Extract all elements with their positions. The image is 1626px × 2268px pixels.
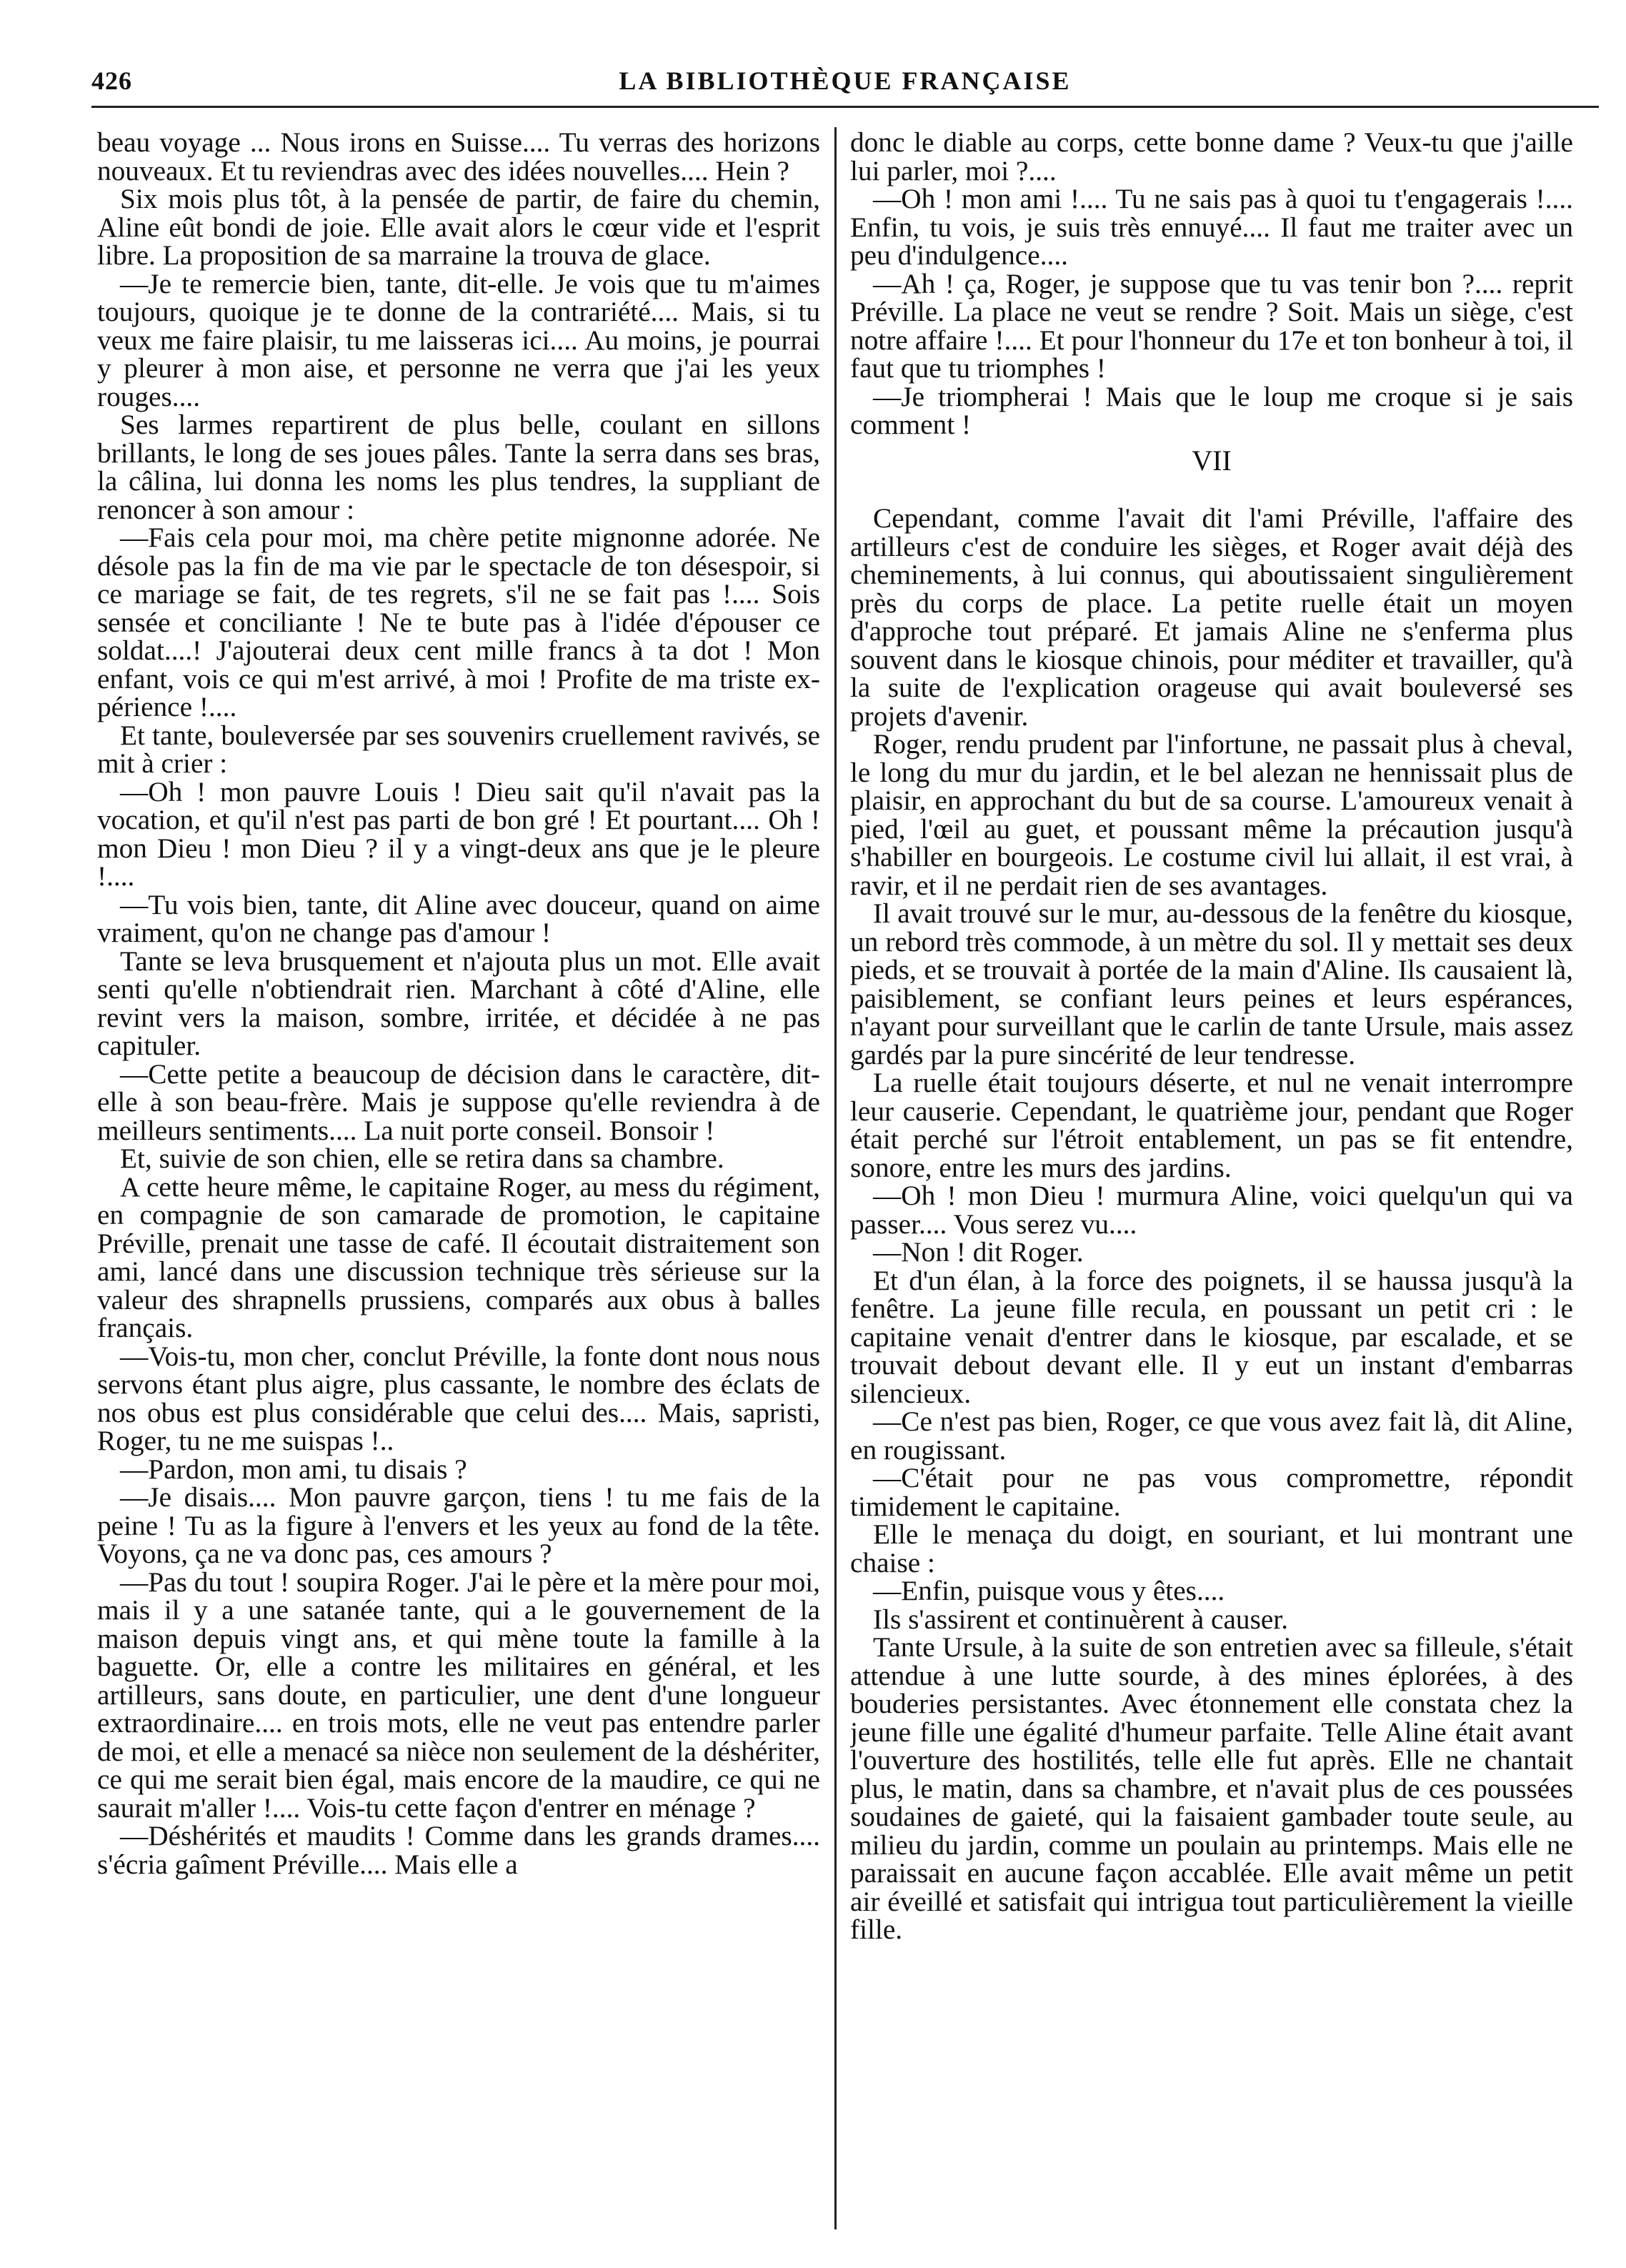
- paragraph: A cette heure même, le capitaine Roger, au mess du régiment, en compagnie de son camarade de promotion, le capitaine Préville, prenait une tasse de café. Il écoutait distraitement son ami, lancé dans une discussion technique très sérieuse sur la valeur des shrapnells prussiens, comparés aux obus à balles français.: [97, 1170, 820, 1343]
- section-heading: VII: [1192, 444, 1232, 477]
- paragraph: La ruelle était toujours déserte, et nul ne venait interrompre leur causerie. Cependant, le quatrième jour, pendant que Roger était perché sur l'étroit entablement, un pas se fit entendre, sonore, entre les murs des jardins.: [850, 1067, 1573, 1183]
- paragraph: —Non ! dit Roger.: [873, 1236, 1084, 1268]
- paragraph: —Enfin, puisque vous y êtes....: [873, 1575, 1225, 1606]
- paragraph: —Vois-tu, mon cher, conclut Préville, la fonte dont nous nous servons étant plus aigre, plus cassante, le nombre des éclats de nos obus est plus considérable que celui des.... Mais, sapristi, Roger, tu ne me suispas !..: [97, 1340, 820, 1456]
- paragraph: —Cette petite a beaucoup de décision dans le caractère, dit-elle à son beau-frère. Mais je suppose qu'elle reviendra à de meilleurs sentiments.... La nuit porte conseil. Bonsoir !: [97, 1058, 820, 1146]
- paragraph: —Fais cela pour moi, ma chère petite mignonne adorée. Ne désole pas la fin de ma vie par le spectacle de ton désespoir, si ce mariage se fait, de tes regrets, s'il ne se fait pas !.... Sois sensée et conciliante ! Ne te bute pas à l'idée d'épouser ce soldat....! J'ajouterai deux cent mille francs à ta dot ! Mon enfant, vois ce qui m'est arrivé, à moi ! Profite de ma triste ex-périence !....: [97, 522, 820, 722]
- paragraph: Et tante, bouleversée par ses souvenirs cruellement ravivés, se mit à crier :: [97, 719, 820, 779]
- paragraph: Ils s'assirent et continuèrent à causer.: [873, 1603, 1289, 1635]
- paragraph: Roger, rendu prudent par l'infortune, ne passait plus à cheval, le long du mur du jardin, et le bel alezan ne hennissait plus de plaisir, en approchant du but de sa course. L'amoureux venait à pied, l'œil au guet, et poussant même la précaution jusqu'à s'habiller en bourgeois. Le costume civil lui allait, il est vrai, à ravir, et il ne perdait rien de ses avantages.: [850, 728, 1573, 901]
- paragraph: Et, suivie de son chien, elle se retira dans sa chambre.: [120, 1143, 724, 1174]
- paragraph: —Oh ! mon pauvre Louis ! Dieu sait qu'il n'avait pas la vocation, et qu'il n'est pas parti de bon gré ! Et pourtant.... Oh ! mon Dieu ! mon Dieu ? il y a vingt-deux ans que je le pleure !....: [97, 775, 820, 892]
- header-rule: [91, 106, 1599, 108]
- paragraph: —Je disais.... Mon pauvre garçon, tiens ! tu me fais de la peine ! Tu as la figure à l'envers et les yeux au fond de la tête. Voyons, ça ne va donc pas, ces amours ?: [97, 1481, 820, 1569]
- paragraph: —Je triompherai ! Mais que le loup me croque si je sais comment !: [850, 380, 1573, 440]
- column-divider: [834, 127, 837, 2229]
- paragraph: Cependant, comme l'avait dit l'ami Préville, l'affaire des artilleurs c'est de conduire les sièges, et Roger avait déjà des cheminements, à lui connus, qui aboutissaient singulièrement près du corps de place. La petite ruelle était un moyen d'approche tout préparé. Et jamais Aline ne s'enferma plus souvent dans le kiosque chinois, pour méditer et travailler, qu'à la suite de l'explication orageuse qui avait bouleversé ses projets d'avenir.: [850, 502, 1573, 732]
- paragraph: Il avait trouvé sur le mur, au-dessous de la fenêtre du kiosque, un rebord très commode, à un mètre du sol. Il y mettait ses deux pieds, et se trouvait à portée de la main d'Aline. Ils causaient là, paisiblement, se confiant leurs peines et leurs espérances, n'ayant pour surveillant que le carlin de tante Ursule, mais assez gardés par la pure sincérité de leur tendresse.: [850, 897, 1573, 1070]
- page-header: [91, 66, 1599, 101]
- paragraph: beau voyage ... Nous irons en Suisse.... Tu verras des horizons nouveaux. Et tu reviendras avec des idées nouvelles.... Hein ?: [97, 129, 820, 186]
- paragraph: Ses larmes repartirent de plus belle, coulant en sillons brillants, le long de ses joues pâles. Tante la serra dans ses bras, la câlina, lui donna les noms les plus tendres, la suppliant de renoncer à son amour :: [97, 409, 820, 525]
- paragraph: —C'était pour ne pas vous compromettre, répondit timidement le capitaine.: [850, 1462, 1573, 1522]
- paragraph: —Pardon, mon ami, tu disais ?: [120, 1453, 467, 1485]
- paragraph: Tante se leva brusquement et n'ajouta plus un mot. Elle avait senti qu'elle n'obtiendrait rien. Marchant à côté d'Aline, elle revint vers la maison, sombre, irritée, et décidée à ne pas capituler.: [97, 945, 820, 1061]
- paragraph: —Oh ! mon Dieu ! murmura Aline, voici quelqu'un qui va passer.... Vous serez vu....: [850, 1180, 1573, 1240]
- paragraph: Elle le menaça du doigt, en souriant, et lui montrant une chaise :: [850, 1518, 1573, 1578]
- left-column: [97, 129, 820, 2237]
- paragraph: Tante Ursule, à la suite de son entretien avec sa filleule, s'était attendue à une lutte sourde, à des mines éplorées, à des bouderies persistantes. Avec étonnement elle constata chez la jeune fille une égalité d'humeur parfaite. Telle Aline était avant l'ouverture des hostilités, telle elle fut après. Elle ne chantait plus, le matin, dans sa chambre, et n'avait plus de ces poussées soudaines de gaieté, qui la faisaient gambader toute seule, au milieu du jardin, comme un poulain au printemps. Mais elle ne paraissait en aucune façon accablée. Elle avait même un petit air éveillé et satisfait qui intrigua tout particulièrement la vieille fille.: [850, 1631, 1573, 1945]
- paragraph: Six mois plus tôt, à la pensée de partir, de faire du chemin, Aline eût bondi de joie. Elle avait alors le cœur vide et l'esprit libre. La proposition de sa marraine la trouva de glace.: [97, 183, 820, 271]
- paragraph: —Ce n'est pas bien, Roger, ce que vous avez fait là, dit Aline, en rougissant.: [850, 1406, 1573, 1466]
- page-number: 426: [91, 66, 132, 95]
- paragraph: —Déshérités et maudits ! Comme dans les grands drames.... s'écria gaîment Préville.... Mais elle a: [97, 1820, 820, 1880]
- paragraph: —Tu vois bien, tante, dit Aline avec douceur, quand on aime vraiment, qu'on ne change pas d'amour !: [97, 888, 820, 948]
- paragraph: —Je te remercie bien, tante, dit-elle. Je vois que tu m'aimes toujours, quoique je te donne de la contrariété.... Mais, si tu veux me faire plaisir, tu me laisseras ici.... Au moins, je pourrai y pleurer à mon aise, et personne ne verra que j'ai les yeux rouges....: [97, 267, 820, 412]
- paragraph: —Ah ! ça, Roger, je suppose que tu vas tenir bon ?.... reprit Préville. La place ne veut se rendre ? Soit. Mais un siège, c'est notre affaire !.... Et pour l'honneur du 17e et ton bonheur à toi, il faut que tu triomphes !: [850, 267, 1573, 384]
- running-title: LA BIBLIOTHÈQUE FRANÇAISE: [619, 66, 1072, 95]
- paragraph: donc le diable au corps, cette bonne dame ? Veux-tu que j'aille lui parler, moi ?....: [850, 129, 1573, 186]
- paragraph: —Oh ! mon ami !.... Tu ne sais pas à quoi tu t'engagerais !.... Enfin, tu vois, je suis très ennuyé.... Il faut me traiter avec un peu d'indulgence....: [850, 183, 1573, 271]
- paragraph: Et d'un élan, à la force des poignets, il se haussa jusqu'à la fenêtre. La jeune fille recula, en poussant un petit cri : le capitaine venait d'entrer dans le kiosque, par escalade, et se trouvait debout devant elle. Il y eut un instant d'embarras silencieux.: [850, 1264, 1573, 1409]
- right-column: [850, 129, 1573, 2237]
- paragraph: —Pas du tout ! soupira Roger. J'ai le père et la mère pour moi, mais il y a une satanée tante, qui a le gouvernement de la maison depuis vingt ans, et qui mène toute la famille à la baguette. Or, elle a contre les militaires en général, et les artilleurs, sans doute, en particulier, une dent d'une longueur extraordinaire.... en trois mots, elle ne veut pas entendre parler de moi, et elle a menacé sa nièce non seulement de la déshériter, ce qui me serait bien égal, mais encore de la maudire, ce qui ne saurait m'aller !.... Vois-tu cette façon d'entrer en ménage ?: [97, 1566, 820, 1824]
